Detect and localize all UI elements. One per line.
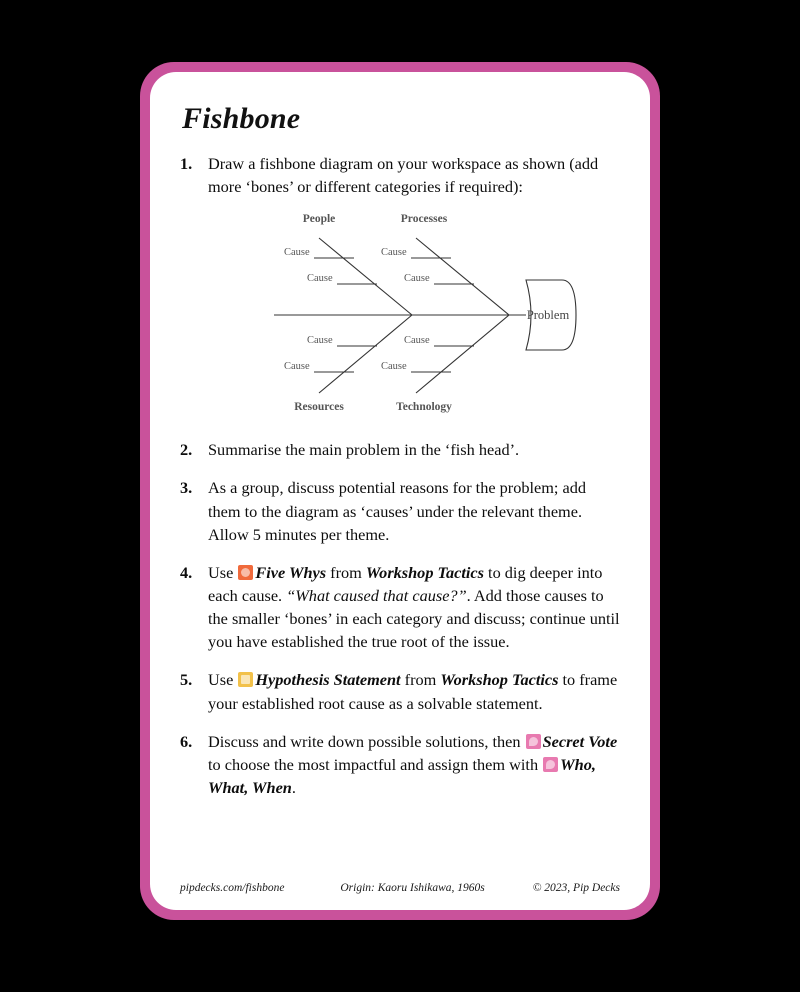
diagram-cause-2: Cause	[307, 273, 333, 285]
diagram-label-technology: Technology	[396, 401, 452, 414]
step-5-text-part-3: to frame your established root cause as a solvable statement.	[208, 670, 618, 713]
card-border	[140, 62, 660, 920]
step-5-number: 5.	[180, 670, 193, 690]
step-6-text-part-2: to choose the most impactful and assign them with	[208, 754, 543, 774]
secret-vote-reference: Secret Vote	[542, 731, 618, 751]
step-2	[180, 438, 620, 461]
step-4-text-part-1: Use	[208, 562, 238, 582]
step-6	[180, 730, 620, 799]
five-whys-reference: Five Whys	[255, 562, 327, 582]
fishbone-diagram	[208, 208, 620, 423]
step-4-quote: “What caused that cause?”	[286, 585, 467, 605]
step-1	[180, 152, 620, 423]
step-3	[180, 476, 620, 545]
step-4-text-part-2: from	[326, 562, 366, 582]
workshop-tactics-reference: Workshop Tactics	[440, 670, 559, 690]
footer-copyright: © 2023, Pip Decks	[532, 882, 620, 894]
diagram-cause-7: Cause	[404, 335, 430, 347]
fishbone-card	[150, 72, 650, 910]
fishbone-svg	[244, 208, 584, 423]
step-4	[180, 561, 620, 654]
footer-url[interactable]: pipdecks.com/fishbone	[180, 882, 285, 894]
step-6-text-part-3: .	[291, 777, 296, 797]
diagram-label-processes: Processes	[400, 213, 448, 226]
hypothesis-statement-card-icon	[238, 672, 253, 687]
diagram-label-people: People	[302, 213, 336, 226]
step-6-number: 6.	[180, 731, 193, 751]
step-2-text: Summarise the main problem in the ‘fish head’.	[208, 440, 520, 460]
diagram-label-problem: Problem	[526, 308, 570, 323]
who-what-when-card-icon	[543, 757, 558, 772]
step-4-text-part-4: . Add those causes to the smaller ‘bones’ in each category and discuss; continue until you have established the true root of the issue.	[208, 585, 620, 652]
step-6-text-part-1: Discuss and write down possible solutions, then	[208, 731, 525, 751]
secret-vote-card-icon	[526, 734, 541, 749]
step-4-text-part-3: to dig deeper into each cause.	[208, 562, 603, 605]
steps-list	[180, 152, 620, 799]
step-1-number: 1.	[180, 154, 193, 173]
step-5-text-part-2: from	[400, 670, 441, 690]
step-3-number: 3.	[180, 478, 193, 498]
step-3-text: As a group, discuss potential reasons for the problem; add them to the diagram as ‘causes’ under the relevant theme. Allow 5 minutes per theme.	[208, 478, 587, 544]
hypothesis-statement-reference: Hypothesis Statement	[255, 670, 401, 690]
step-5	[180, 668, 620, 714]
diagram-label-resources: Resources	[294, 401, 344, 414]
page-title: Fishbone	[182, 102, 301, 135]
card-footer	[180, 882, 620, 894]
diagram-cause-5: Cause	[307, 335, 333, 347]
diagram-cause-4: Cause	[404, 273, 430, 285]
diagram-cause-3: Cause	[381, 247, 407, 259]
diagram-cause-1: Cause	[284, 247, 310, 259]
diagram-cause-6: Cause	[284, 361, 310, 373]
step-2-number: 2.	[180, 440, 193, 460]
step-1-text: Draw a fishbone diagram on your workspace as shown (add more ‘bones’ or different categories if required):	[208, 154, 599, 197]
who-what-when-reference: Who, What, When	[208, 754, 596, 797]
step-5-text-part-1: Use	[208, 670, 238, 690]
diagram-cause-8: Cause	[381, 361, 407, 373]
workshop-tactics-reference: Workshop Tactics	[365, 562, 484, 582]
step-4-number: 4.	[180, 562, 193, 582]
five-whys-card-icon	[238, 565, 253, 580]
footer-origin: Origin: Kaoru Ishikawa, 1960s	[340, 882, 485, 894]
